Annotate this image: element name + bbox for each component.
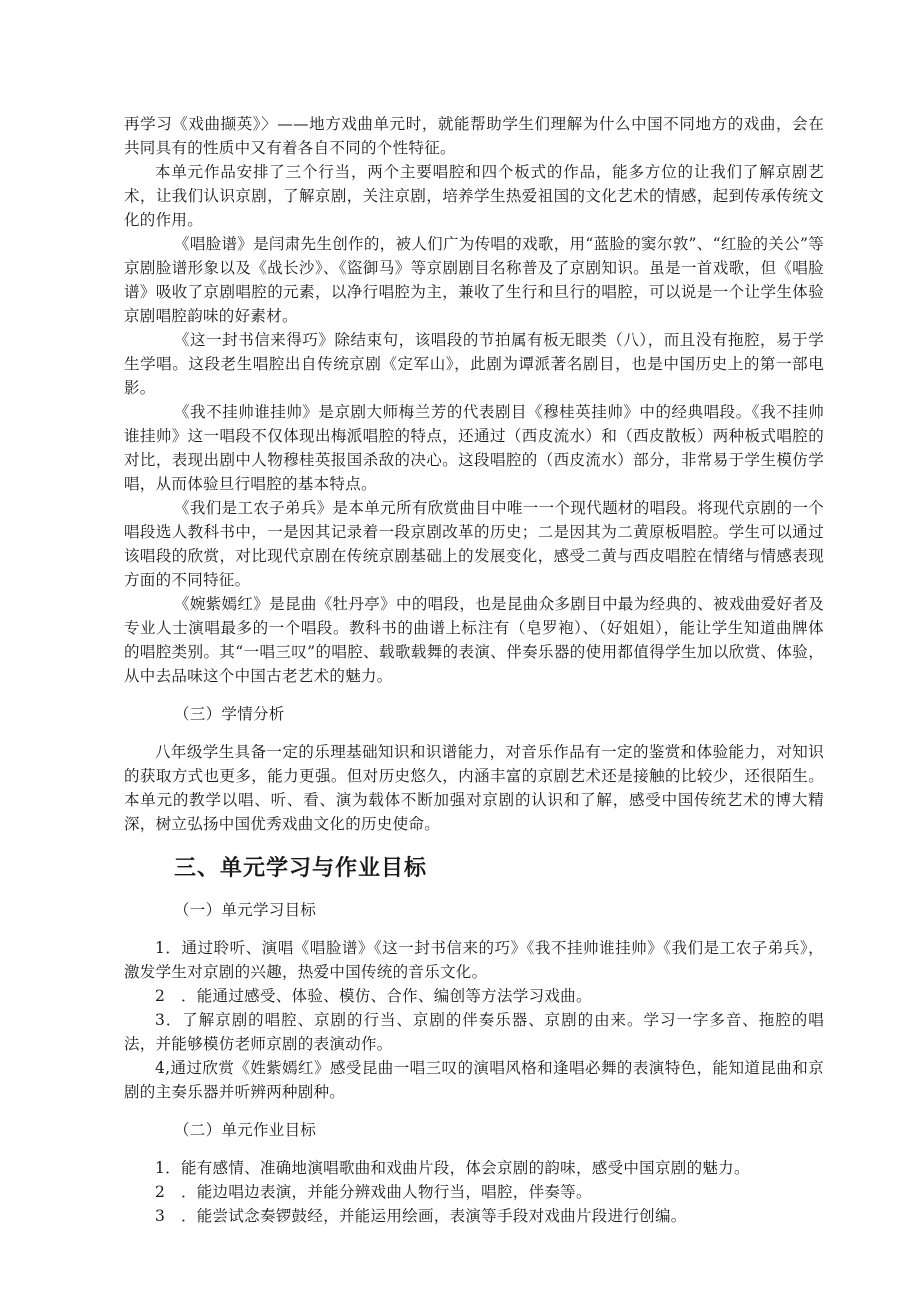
learning-goal-item: 3．了解京剧的唱腔、京剧的行当、京剧的伴奏乐器、京剧的由来。学习一字多音、拖腔的唱法，并能够模仿老师京剧的表演动作。	[124, 1011, 824, 1053]
homework-goal-item: 1．能有感情、准确地演唱歌曲和戏曲片段，体会京剧的韵味，感受中国京剧的魅力。	[155, 1159, 750, 1177]
intro-paragraph-continuation: 再学习《戏曲撷英》〉——地方戏曲单元时，就能帮助学生们理解为什么中国不同地方的戏曲，会在共同具有的性质中又有着各自不同的个性特征。	[124, 115, 824, 157]
homework-goal-item: 3 ．能尝试念奏锣鼓经，并能运用绘画，表演等手段对戏曲片段进行创编。	[155, 1207, 687, 1225]
learning-goals-title: （一）单元学习目标	[174, 901, 317, 919]
learner-analysis-body: 八年级学生具备一定的乐理基础知识和识谱能力，对音乐作品有一定的鉴赏和体验能力，对知识的获取方式也更多，能力更强。但对历史悠久，内涵丰富的京剧艺术还是接触的比较少，还很陌生。本单元的教学以唱、听、看、演为载体不断加强对京剧的认识和了解，感受中国传统艺术的博大精深，树立弘扬中国优秀戏曲文化的历史使命。	[124, 743, 824, 833]
intro-paragraph-gongnong: 《我们是工农子弟兵》是本单元所有欣赏曲目中唯一一个现代题材的唱段。将现代京剧的一个唱段选人教科书中，一是因其记录着一段京剧改革的历史；二是因其为二黄原板唱腔。学生可以通过该唱段的欣赏，对比现代京剧在传统京剧基础上的发展变化，感受二黄与西皮唱腔在情绪与情感表现方面的不同特征。	[124, 499, 824, 589]
learner-analysis-title: （三）学情分析	[174, 705, 285, 723]
section-heading: 三、单元学习与作业目标	[174, 856, 428, 881]
intro-paragraph-changlianpu: 《唱脸谱》是闫肃先生创作的，被人们广为传唱的戏歌，用“蓝脸的窦尔敦”、“红脸的关公”等京剧脸谱形象以及《战长沙》、《盜御马》等京剧剧目名称普及了京剧知识。虽是一首戏歌，但《唱脸谱》吸收了京剧唱腔的元素，以净行唱腔为主，兼收了生行和旦行的唱腔，可以说是一个让学生体验京剧唱腔韵味的好素材。	[124, 235, 824, 325]
intro-paragraph-zheyifeng: 《这一封书信来得巧》除结束句，该唱段的节拍属有板无眼类（八），而且没有拖腔，易于学生学唱。这段老生唱腔出自传统京剧《定军山》，此剧为谭派著名剧目，也是中国历史上的第一部电影。	[124, 331, 824, 397]
homework-goals-title: （二）单元作业目标	[174, 1121, 317, 1139]
learning-goal-item: 4,通过欣赏《姓紫嫣红》感受昆曲一唱三叹的演唱风格和逢唱必舞的表演特色，能知道昆曲和京剧的主奏乐器并听辨两种剧种。	[124, 1059, 824, 1101]
homework-goal-item: 2 ．能边唱边表演，并能分辨戏曲人物行当，唱腔，伴奏等。	[155, 1183, 592, 1201]
intro-paragraph-overview: 本单元作品安排了三个行当，两个主要唱腔和四个板式的作品，能多方位的让我们了解京剧艺术，让我们认识京剧，了解京剧，关注京剧，培养学生热爱祖国的文化艺术的情感，起到传承传统文化的作用。	[124, 163, 824, 229]
learning-goal-item: 2 ．能通过感受、体验、模仿、合作、编创等方法学习戏曲。	[155, 987, 592, 1005]
learning-goal-item: 1．通过聆听、演唱《唱脸谱》《这一封书信来的巧》《我不挂帅谁挂帅》《我们是工农子弟兵》，激发学生对京剧的兴趣，热爱中国传统的音乐文化。	[124, 939, 824, 981]
intro-paragraph-wobuguashuai: 《我不挂帅谁挂帅》是京剧大师梅兰芳的代表剧目《穆桂英挂帅》中的经典唱段。《我不挂帅谁挂帅》这一唱段不仅体现出梅派唱腔的特点，还通过（西皮流水）和（西皮散板）两种板式唱腔的对比，表现出剧中人物穆桂英报国杀敌的决心。这段唱腔的（西皮流水）部分，非常易于学生模仿学唱，从而体验旦行唱腔的基本特点。	[124, 403, 824, 493]
document-page	[124, 112, 824, 1228]
intro-paragraph-kunqu: 《婉紫嫣红》是昆曲《牡丹亭》中的唱段，也是昆曲众多剧目中最为经典的、被戏曲爱好者及专业人士演唱最多的一个唱段。教科书的曲谱上标注有（皂罗袍）、（好姐姐），能让学生知道曲牌体的唱腔类别。其“一唱三叹”的唱腔、载歌载舞的表演、伴奏乐器的使用都值得学生加以欣赏、体验，从中去品味这个中国古老艺术的魅力。	[124, 595, 824, 685]
